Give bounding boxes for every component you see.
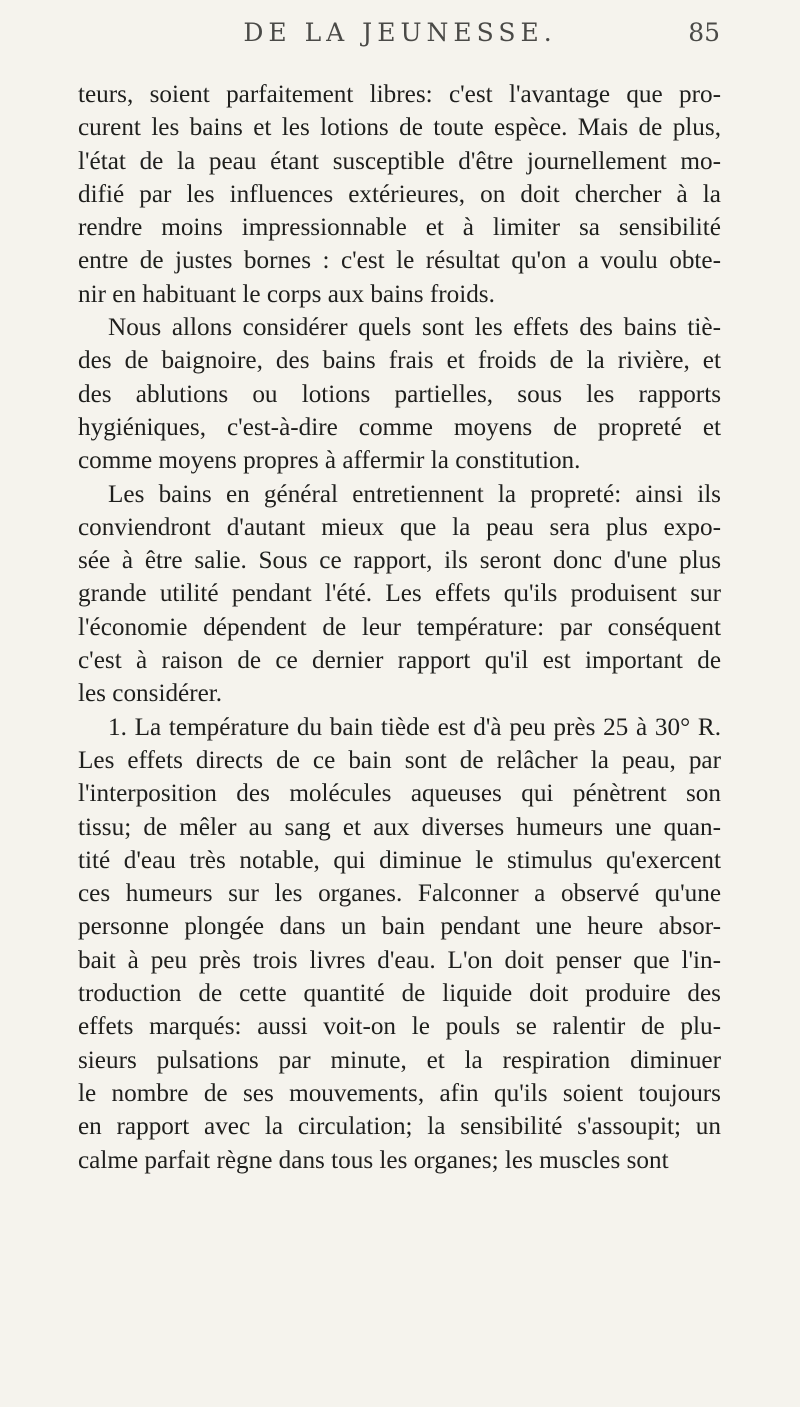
text-line: comme moyens propres à affermir la constitution. [78,447,581,475]
text-line: difié par les influences extérieures, on doit chercher à la [78,180,721,208]
text-line: 1. La température du bain tiède est d'à peu près 25 à 30° R. [108,713,721,741]
text-line: en rapport avec la circulation; la sensibilité s'assoupit; un [78,1113,721,1141]
text-line: l'économie dépendent de leur température: par conséquent [78,613,721,641]
text-line: des ablutions ou lotions partielles, sous les rapports [78,380,721,408]
text-line: curent les bains et les lotions de toute espèce. Mais de plus, [78,114,721,142]
text-line: ces humeurs sur les organes. Falconner a observé qu'une [78,880,721,908]
text-line: bait à peu près trois livres d'eau. L'on doit penser que l'in- [78,946,721,974]
running-title: DE LA JEUNESSE. [243,18,557,47]
text-line: les considérer. [78,680,223,708]
text-line: entre de justes bornes : c'est le résultat qu'on a voulu obte- [78,247,721,275]
text-line: Nous allons considérer quels sont les effets des bains tiè- [108,314,721,342]
text-line: teurs, soient parfaitement libres: c'est l'avantage que pro- [78,81,721,108]
page-number: 85 [688,18,720,47]
body-text [78,78,721,1177]
text-line: rendre moins impressionnable et à limiter sa sensibilité [78,214,721,242]
text-line: le nombre de ses mouvements, afin qu'ils soient toujours [78,1079,721,1107]
text-line: personne plongée dans un bain pendant une heure absor- [78,913,721,941]
text-line: des de baignoire, des bains frais et froids de la rivière, et [78,347,721,375]
text-line: conviendront d'autant mieux que la peau sera plus expo- [78,513,721,541]
text-line: grande utilité pendant l'été. Les effets qu'ils produisent sur [78,580,721,608]
text-line: sieurs pulsations par minute, et la respiration diminuer [78,1046,721,1074]
text-line: l'interposition des molécules aqueuses qui pénètrent son [78,780,721,808]
text-line: Les bains en général entretiennent la propreté: ainsi ils [108,480,721,508]
text-line: l'état de la peau étant susceptible d'être journellement mo- [78,147,721,175]
text-line: c'est à raison de ce dernier rapport qu'il est important de [78,647,721,675]
page-header [0,18,800,58]
text-line: tité d'eau très notable, qui diminue le stimulus qu'exercent [78,846,721,874]
text-line: tissu; de mêler au sang et aux diverses humeurs une quan- [78,813,721,841]
text-line: hygiéniques, c'est-à-dire comme moyens de propreté et [78,413,721,441]
text-line: nir en habituant le corps aux bains froids. [78,280,495,308]
text-line: calme parfait règne dans tous les organes; les muscles sont [78,1146,669,1174]
text-line: troduction de cette quantité de liquide doit produire des [78,980,721,1008]
text-line: sée à être salie. Sous ce rapport, ils seront donc d'une plus [78,547,721,575]
text-line: Les effets directs de ce bain sont de relâcher la peau, par [78,746,721,774]
text-line: effets marqués: aussi voit-on le pouls se ralentir de plu- [78,1013,721,1041]
